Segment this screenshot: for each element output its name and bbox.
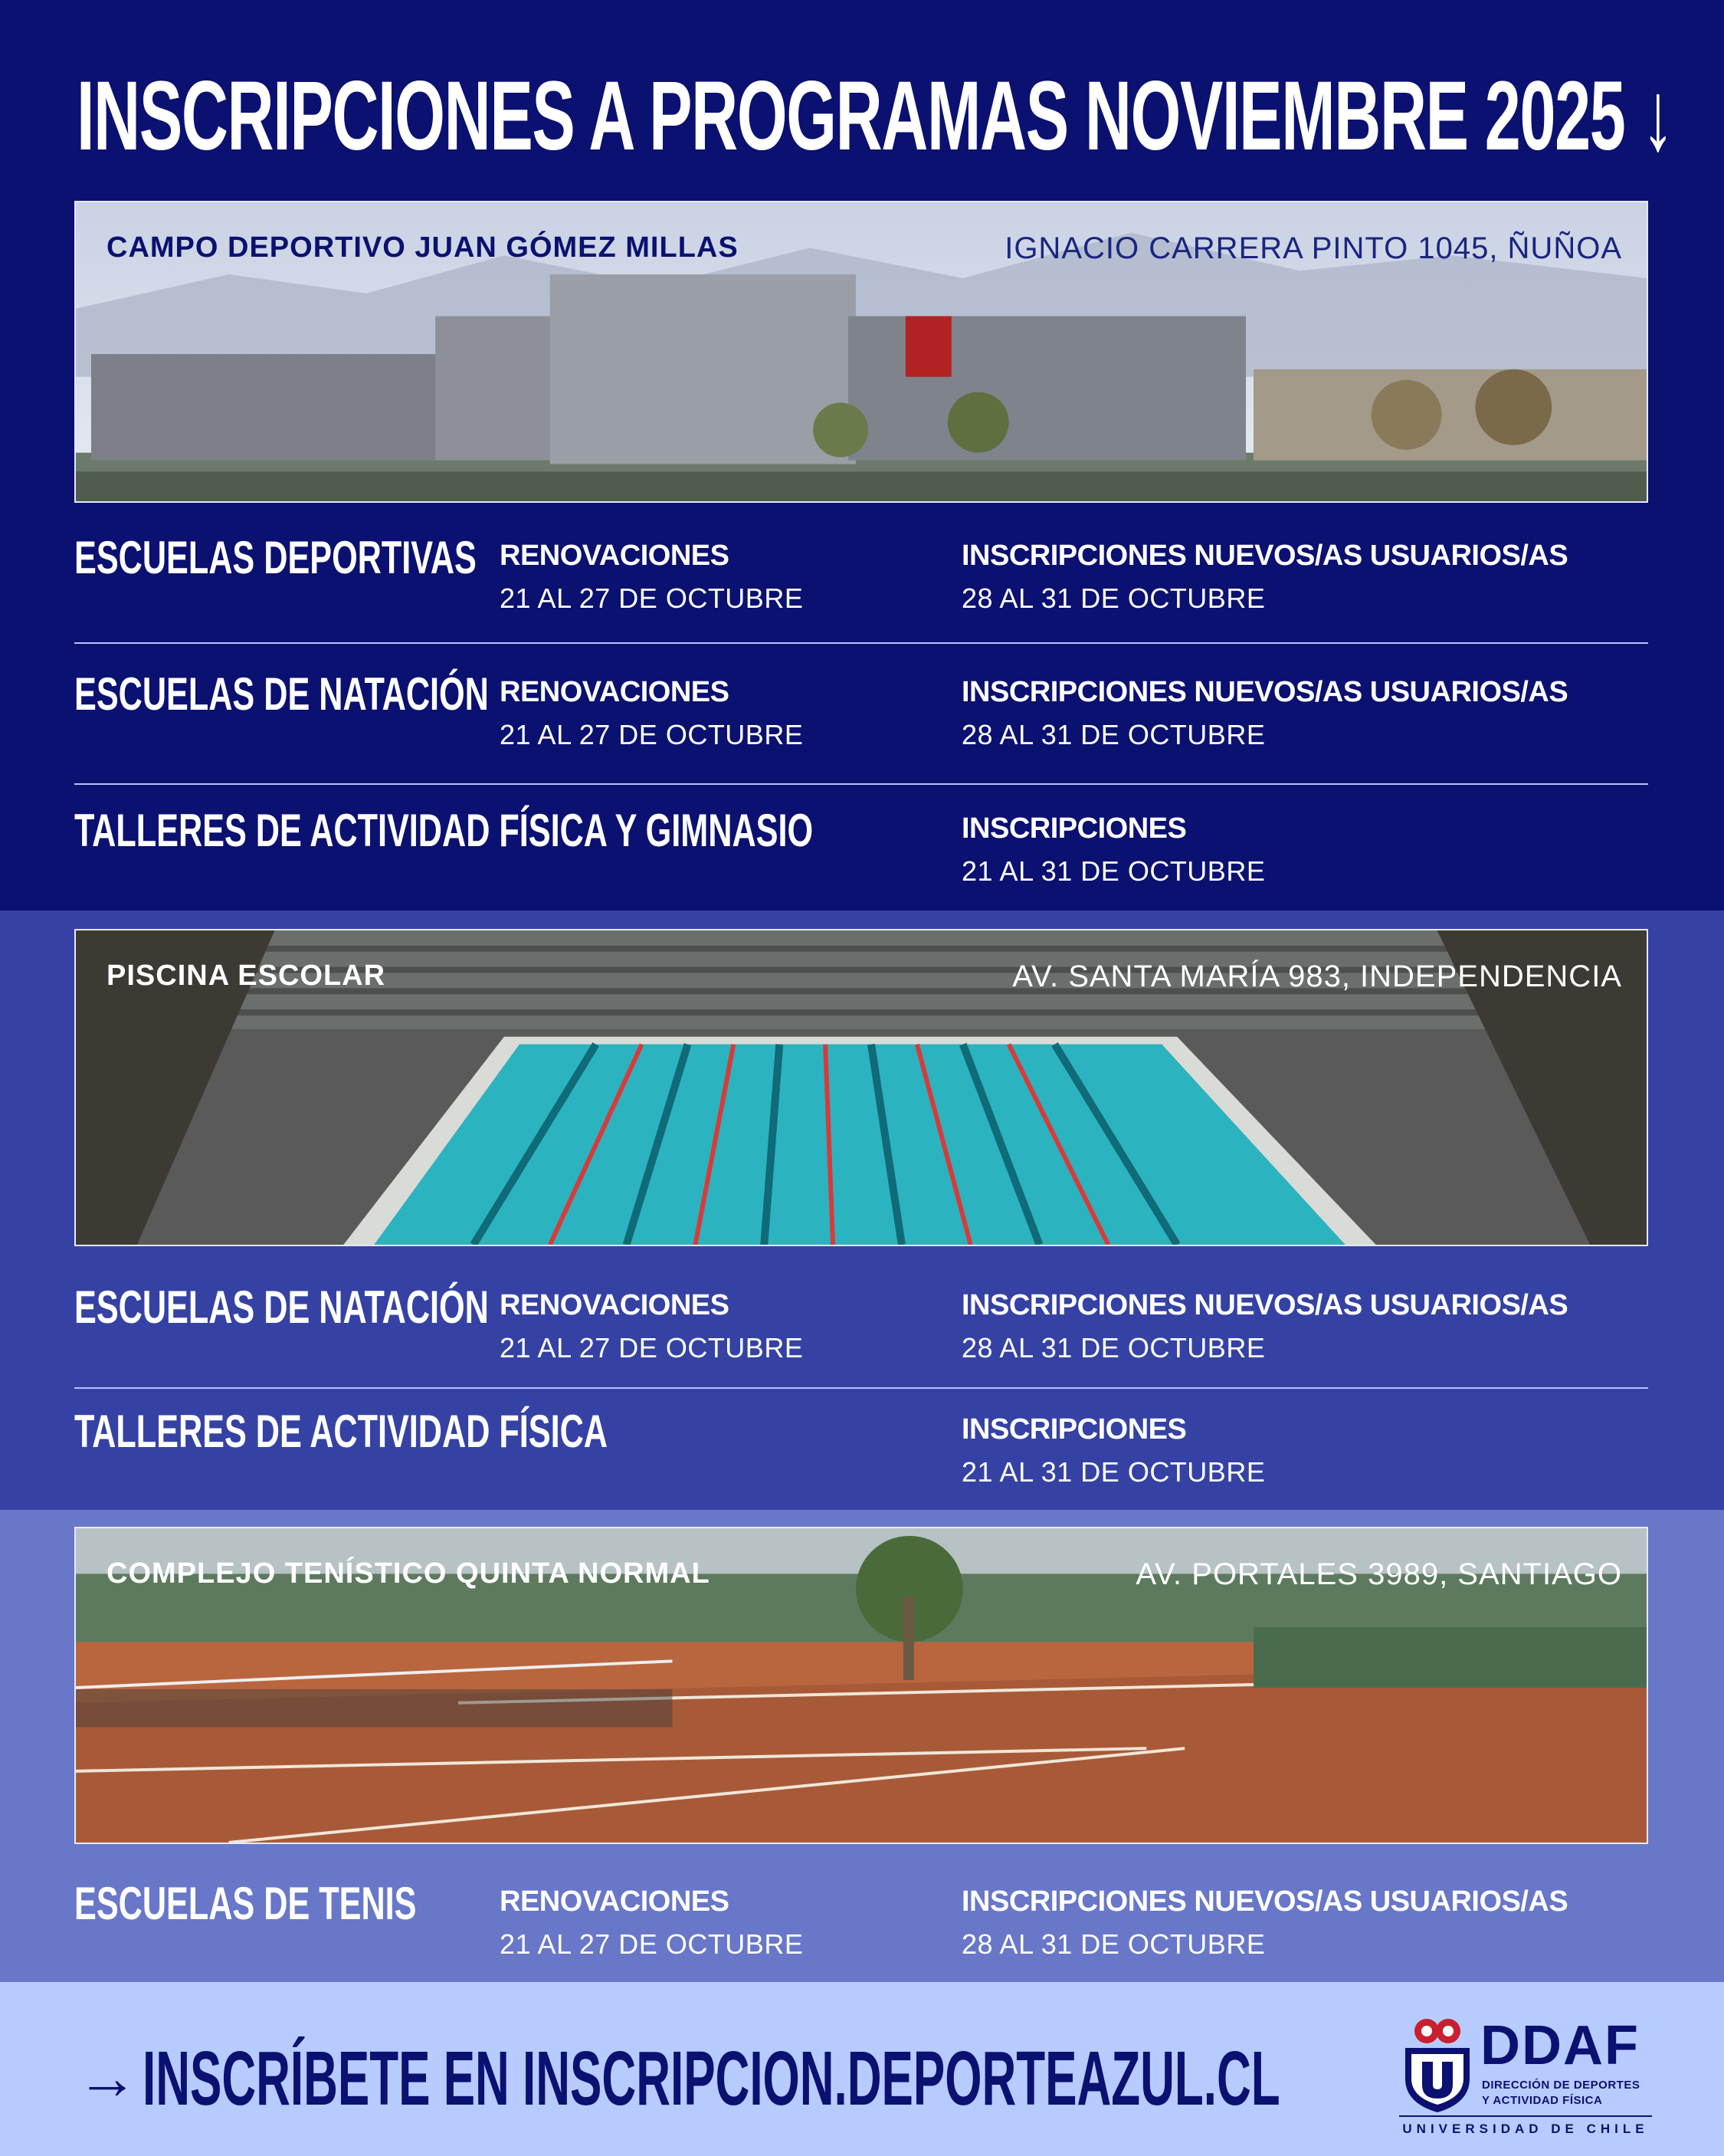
registration-date: 21 AL 31 DE OCTUBRE [962,1456,1266,1488]
row-divider [74,642,1648,644]
registration-label: INSCRIPCIONES [962,1413,1187,1446]
renovation-date: 21 AL 27 DE OCTUBRE [500,1332,804,1363]
renovation-label: RENOVACIONES [500,1885,729,1918]
venue-address: IGNACIO CARRERA PINTO 1045, ÑUÑOA [1005,231,1622,265]
registration-date: 28 AL 31 DE OCTUBRE [962,719,1266,750]
registration-label: INSCRIPCIONES NUEVOS/AS USUARIOS/AS [962,1289,1568,1321]
registration-link-text[interactable]: INSCRÍBETE EN INSCRIPCION.DEPORTEAZUL.CL [143,2036,1280,2122]
logo-brand: DDAF [1480,2015,1640,2076]
venue-address: AV. SANTA MARÍA 983, INDEPENDENCIA [1012,960,1622,993]
logo-divider [1399,2115,1652,2117]
ddaf-logo [1399,2014,1652,2145]
venue-name: COMPLEJO TENÍSTICO QUINTA NORMAL [107,1557,710,1590]
logo-subtitle-line2: Y ACTIVIDAD FÍSICA [1482,2094,1603,2107]
renovation-label: RENOVACIONES [500,676,729,708]
renovation-date: 21 AL 27 DE OCTUBRE [500,719,804,750]
page-title-text: INSCRIPCIONES A PROGRAMAS NOVIEMBRE 2025 [77,61,1625,171]
registration-label: INSCRIPCIONES [962,812,1187,845]
venue-name: CAMPO DEPORTIVO JUAN GÓMEZ MILLAS [107,231,739,264]
arrow-right-icon: → [77,2043,138,2112]
program-name: TALLERES DE ACTIVIDAD FÍSICA [74,1406,608,1457]
renovation-label: RENOVACIONES [500,540,729,572]
venue-name: PISCINA ESCOLAR [107,960,386,992]
renovation-date: 21 AL 27 DE OCTUBRE [500,1928,804,1960]
venue-photo-tenis [74,1527,1648,1844]
program-name: ESCUELAS DE TENIS [74,1878,417,1929]
row-divider [74,783,1648,785]
page-title [77,61,1724,171]
registration-label: INSCRIPCIONES NUEVOS/AS USUARIOS/AS [962,1885,1568,1918]
venue-address: AV. PORTALES 3989, SANTIAGO [1136,1557,1622,1591]
arrow-down-icon: ↓ [1641,61,1673,171]
program-name: ESCUELAS DEPORTIVAS [74,532,477,583]
registration-date: 28 AL 31 DE OCTUBRE [962,1928,1266,1960]
registration-date: 28 AL 31 DE OCTUBRE [962,582,1266,614]
venue-photo-piscina [74,929,1648,1246]
program-name: ESCUELAS DE NATACIÓN [74,1281,489,1333]
program-name: ESCUELAS DE NATACIÓN [74,668,489,720]
registration-label: INSCRIPCIONES NUEVOS/AS USUARIOS/AS [962,676,1568,708]
registration-label: INSCRIPCIONES NUEVOS/AS USUARIOS/AS [962,540,1568,572]
renovation-label: RENOVACIONES [500,1289,729,1321]
renovation-date: 21 AL 27 DE OCTUBRE [500,582,804,614]
registration-date: 28 AL 31 DE OCTUBRE [962,1332,1266,1363]
registration-date: 21 AL 31 DE OCTUBRE [962,855,1266,887]
program-name: TALLERES DE ACTIVIDAD FÍSICA Y GIMNASIO [74,805,814,856]
venue-photo-campo [74,201,1648,503]
university-shield-icon [1399,2014,1476,2114]
logo-subtitle-line1: DIRECCIÓN DE DEPORTES [1482,2079,1640,2092]
row-divider [74,1387,1648,1389]
logo-university: UNIVERSIDAD DE CHILE [1402,2122,1649,2136]
